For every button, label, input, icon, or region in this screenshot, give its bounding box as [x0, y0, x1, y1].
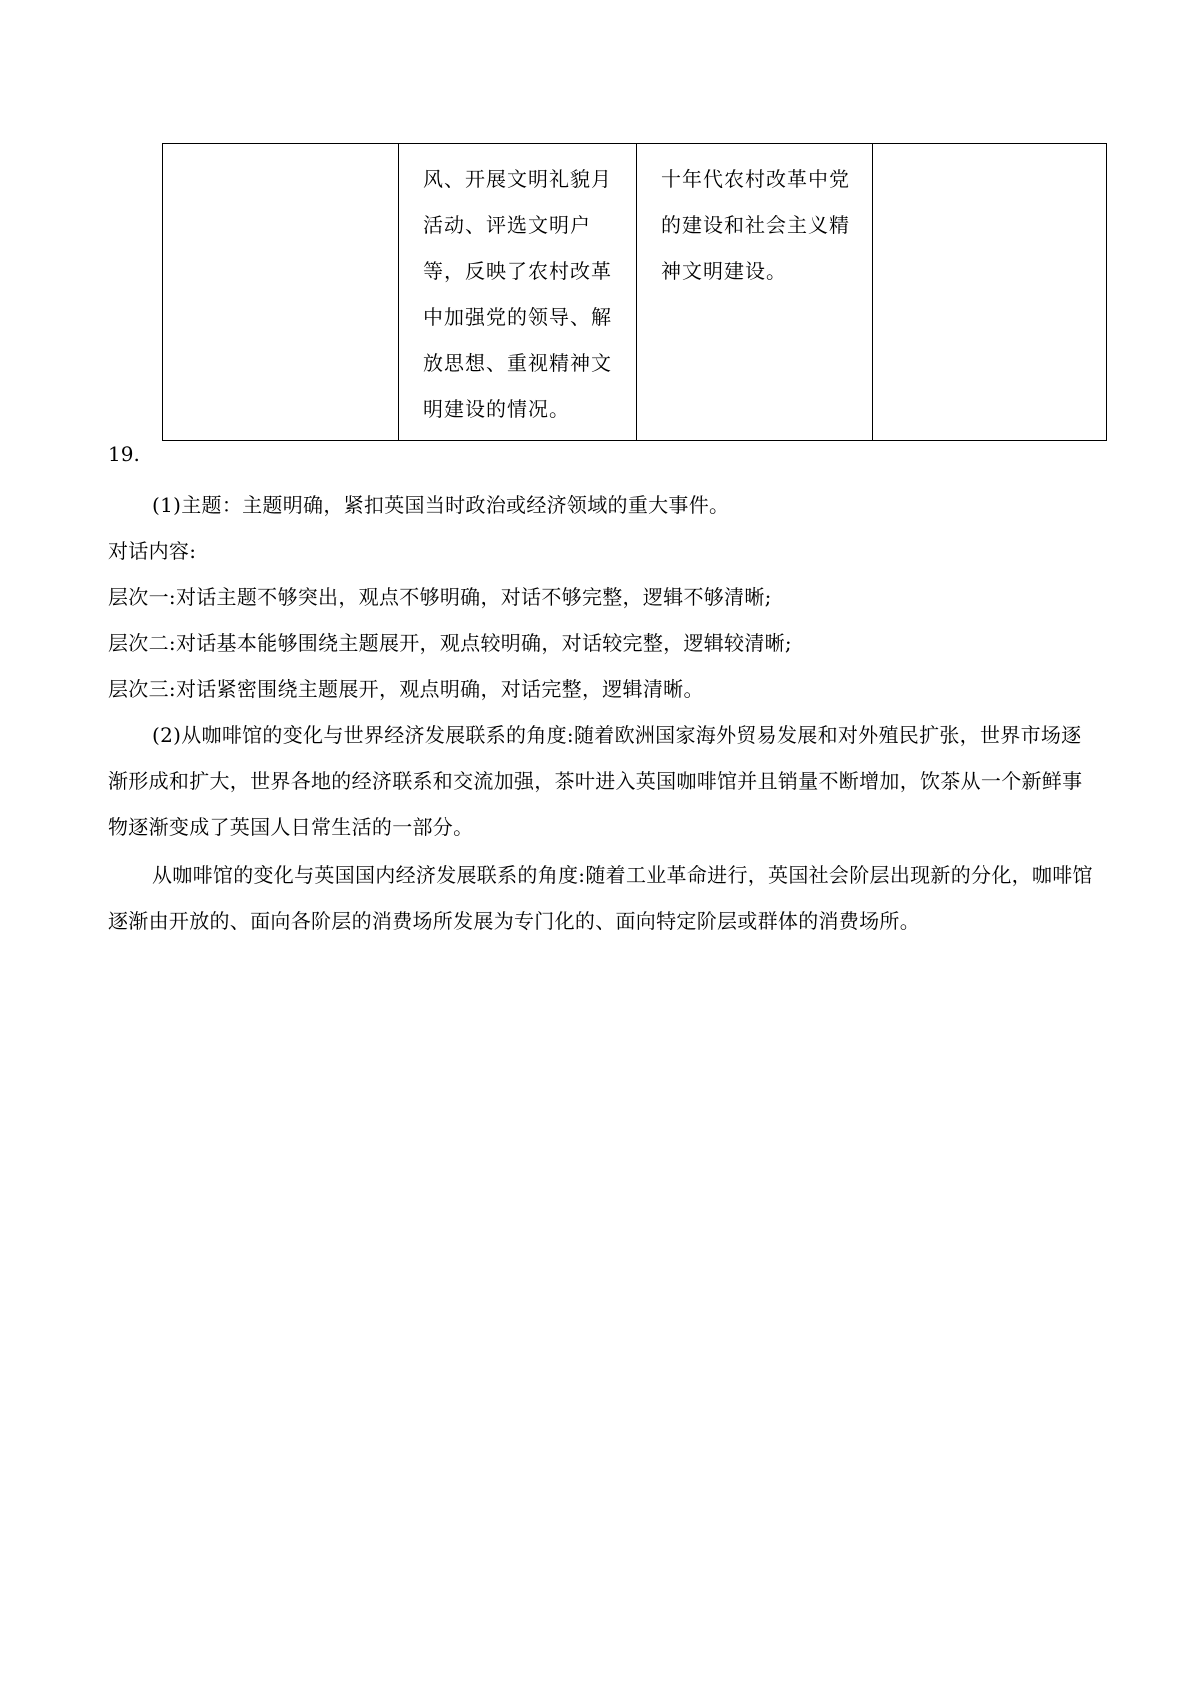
level-three: 层次三:对话紧密围绕主题展开，观点明确，对话完整，逻辑清晰。 [108, 677, 704, 701]
table-row [163, 144, 1107, 441]
question-number: 19. [108, 442, 140, 466]
level-one: 层次一:对话主题不够突出，观点不够明确，对话不够完整，逻辑不够清晰; [108, 585, 772, 609]
part2-domestic-economy: 从咖啡馆的变化与英国国内经济发展联系的角度:随着工业革命进行，英国社会阶层出现新的分化，咖啡馆逐渐由开放的、面向各阶层的消费场所发展为专门化的、面向特定阶层或群体的消费场所。 [108, 863, 1093, 933]
answer-table [162, 143, 1107, 441]
cell-text: 十年代农村改革中党的建设和社会主义精神文明建设。 [661, 167, 850, 283]
level-two: 层次二:对话基本能够围绕主题展开，观点较明确，对话较完整，逻辑较清晰; [108, 631, 792, 655]
dialogue-label: 对话内容: [108, 539, 197, 563]
cell-text: 风、开展文明礼貌月活动、评选文明户等，反映了农村改革中加强党的领导、解放思想、重视精神文明建设的情况。 [423, 167, 612, 421]
part2-world-economy: (2)从咖啡馆的变化与世界经济发展联系的角度:随着欧洲国家海外贸易发展和对外殖民扩张，世界市场逐渐形成和扩大，世界各地的经济联系和交流加强，茶叶进入英国咖啡馆并且销量不断增加，饮茶从一个新鲜事物逐渐变成了英国人日常生活的一部分。 [108, 723, 1083, 839]
table-cell-2 [399, 144, 637, 441]
table-cell-1 [163, 144, 399, 441]
table-cell-3 [637, 144, 873, 441]
table-cell-4 [873, 144, 1107, 441]
part1-theme: (1)主题：主题明确，紧扣英国当时政治或经济领域的重大事件。 [152, 493, 730, 517]
